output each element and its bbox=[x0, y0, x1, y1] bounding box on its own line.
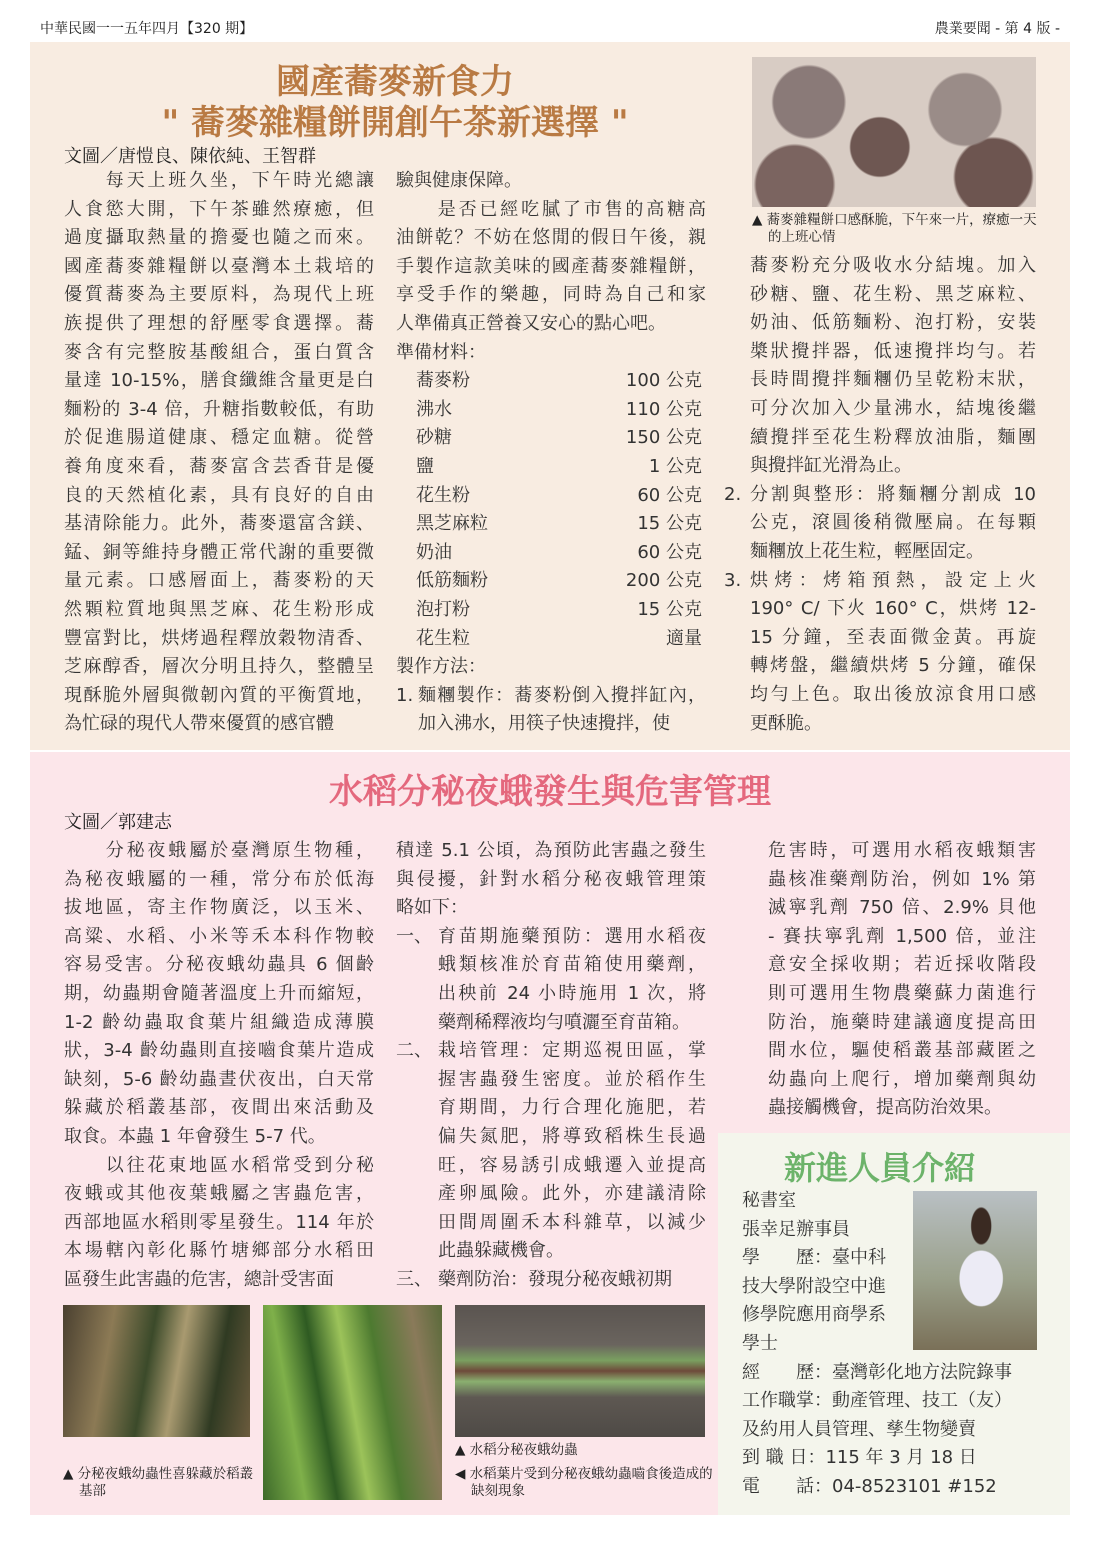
paragraph bbox=[750, 252, 1036, 481]
text-line: 栽培管理：定期巡視田區，掌 bbox=[438, 1040, 706, 1062]
paragraph-body bbox=[396, 653, 706, 682]
paragraph-body bbox=[64, 837, 374, 1152]
article2-title: 水稻分秘夜蛾發生與危害管理 bbox=[329, 772, 771, 812]
ingredient-row bbox=[396, 453, 706, 482]
text-line: 意安全採收期；若近採收階段 bbox=[768, 954, 1036, 976]
article1-byline: 文圖／唐愷良、陳依純、王智群 bbox=[64, 146, 316, 167]
ingredient-name: 砂糖 bbox=[416, 427, 452, 449]
text-line: 為忙碌的現代人帶來優質的感官體 bbox=[64, 713, 334, 735]
paragraph-body bbox=[396, 339, 706, 368]
paragraph-body bbox=[64, 1152, 374, 1295]
paragraph bbox=[396, 339, 706, 368]
larva-caption: ▲ 水稻分秘夜蛾幼蟲 bbox=[455, 1442, 578, 1458]
paragraph bbox=[724, 567, 1036, 739]
text-line: 人食慾大開，下午茶雖然療癒，但 bbox=[64, 198, 374, 220]
ingredient-row bbox=[396, 596, 706, 625]
ingredient-name: 黑芝麻粒 bbox=[416, 513, 488, 535]
text-line: 族提供了理想的舒壓零食選擇。蕎 bbox=[64, 312, 374, 334]
staff-education-3: 修學院應用商學系 bbox=[742, 1304, 886, 1326]
issue-date: 中華民國一一五年四月【320 期】 bbox=[40, 21, 254, 37]
staff-education-4: 學士 bbox=[742, 1332, 778, 1354]
text-line: 製作方法： bbox=[396, 656, 486, 678]
paragraph bbox=[396, 167, 706, 196]
text-line: 幼蟲向上爬行，增加藥劑與幼 bbox=[768, 1068, 1036, 1090]
page-section: 農業要聞 - 第 4 版 - bbox=[934, 21, 1060, 37]
text-line: 蛾類核准於育苗箱使用藥劑， bbox=[438, 954, 706, 976]
text-line: 烘烤：烤箱預熱，設定上火 bbox=[750, 569, 1036, 591]
article2-column-1 bbox=[64, 837, 374, 1295]
text-line: 享受手作的樂趣，同時為自己和家 bbox=[396, 284, 706, 306]
text-line: 油餅乾？不妨在悠閒的假日午後，親 bbox=[396, 227, 706, 249]
staff-unit: 秘書室 bbox=[742, 1190, 796, 1211]
article1-column-1 bbox=[64, 167, 374, 739]
text-line: 人準備真正營養又安心的點心吧。 bbox=[396, 312, 666, 334]
ingredient-name: 花生粒 bbox=[416, 627, 470, 649]
text-line: 轉烤盤，繼續烘烤 5 分鐘，確保 bbox=[750, 655, 1036, 677]
staff-info bbox=[742, 1187, 1012, 1502]
text-line: 均勻上色。取出後放涼食用口感 bbox=[750, 683, 1036, 705]
text-line: 過度攝取熱量的擔憂也隨之而來。 bbox=[64, 227, 374, 249]
article1-column-2 bbox=[396, 167, 706, 739]
ingredient-amount: 110 公克 bbox=[625, 398, 702, 420]
ingredient-amount: 15 公克 bbox=[637, 513, 702, 535]
text-line: 田間周圍禾本科雜草，以減少 bbox=[438, 1211, 706, 1233]
text-line: 出秧前 24 小時施用 1 次，將 bbox=[438, 982, 706, 1004]
text-line: 以往花東地區水稻常受到分秘 bbox=[64, 1154, 374, 1176]
staff-education-2: 技大學附設空中進 bbox=[742, 1275, 886, 1297]
paragraph bbox=[64, 837, 374, 1152]
text-line: 砂糖、鹽、花生粉、黑芝麻粒、 bbox=[750, 283, 1036, 305]
text-line: 握害蟲發生密度。並於稻作生 bbox=[438, 1068, 706, 1090]
paragraph bbox=[768, 837, 1036, 1123]
paragraph bbox=[396, 196, 706, 339]
buckwheat-cookies-photo bbox=[752, 57, 1036, 207]
cookies-caption: ▲ 蕎麥雜糧餅口感酥脆，下午來一片，療癒一天的上班心情 bbox=[752, 212, 1037, 245]
list-label: 一、 bbox=[396, 925, 432, 947]
text-line: 錳、銅等維持身體正常代謝的重要微 bbox=[64, 541, 374, 563]
text-line: 麵糰放上花生粒，輕壓固定。 bbox=[750, 540, 984, 562]
text-line: 滅寧乳劑 750 倍、2.9% 貝他 bbox=[768, 897, 1036, 919]
text-line: 麥含有完整胺基酸組合，蛋白質含 bbox=[64, 341, 374, 363]
moth-larva-photo bbox=[455, 1305, 705, 1437]
article2-byline: 文圖／郭建志 bbox=[64, 812, 172, 833]
ingredient-amount: 100 公克 bbox=[625, 370, 702, 392]
paragraph-body bbox=[418, 682, 706, 739]
text-line: 量元素。口感層面上，蕎麥粉的天 bbox=[64, 570, 374, 592]
text-line: 是否已經吃膩了市售的高糖高 bbox=[396, 198, 706, 220]
text-line: 現酥脆外層與微韌內質的平衡質地， bbox=[64, 684, 374, 706]
paragraph-body bbox=[750, 567, 1036, 739]
staff-experience: 經 歷：臺灣彰化地方法院錄事 bbox=[742, 1361, 1012, 1383]
larva-hiding-photo bbox=[63, 1305, 250, 1437]
text-line: 夜蛾或其他夜葉蛾屬之害蟲危害， bbox=[64, 1183, 374, 1205]
staff-duties-1: 工作職掌：動產管理、技工（友） bbox=[742, 1390, 1012, 1412]
text-line: 略如下： bbox=[396, 897, 468, 919]
text-line: 危害時，可選用水稻夜蛾類害 bbox=[768, 840, 1036, 861]
text-line: 加入沸水，用筷子快速攪拌，使 bbox=[418, 713, 670, 735]
paragraph bbox=[396, 682, 706, 739]
text-line: 國產蕎麥雜糧餅以臺灣本土栽培的 bbox=[64, 255, 374, 277]
text-line: 更酥脆。 bbox=[750, 712, 822, 734]
text-line: 旺，容易誘引成蛾遷入並提高 bbox=[438, 1154, 706, 1176]
text-line: 分割與整形：將麵糰分割成 10 bbox=[750, 483, 1036, 505]
list-label: 3. bbox=[724, 569, 742, 591]
paragraph-body bbox=[396, 837, 706, 923]
paragraph bbox=[396, 1037, 706, 1266]
ingredient-row bbox=[396, 482, 706, 511]
text-line: 西部地區水稻則零星發生。114 年於 bbox=[64, 1211, 374, 1233]
ingredient-name: 低筋麵粉 bbox=[416, 570, 488, 592]
ingredient-row bbox=[396, 567, 706, 596]
text-line: 續攪拌至花生粉釋放油脂，麵團 bbox=[750, 426, 1036, 448]
staff-name: 張幸足辦事員 bbox=[742, 1218, 850, 1240]
text-line: 取食。本蟲 1 年會發生 5-7 代。 bbox=[64, 1125, 326, 1147]
staff-duties-2: 及約用人員管理、孳生物變賣 bbox=[742, 1418, 976, 1440]
text-line: 優質蕎麥為主要原料，為現代上班 bbox=[64, 284, 374, 306]
list-label: 1. bbox=[396, 684, 414, 706]
ingredient-name: 沸水 bbox=[416, 398, 452, 420]
text-line: 則可選用生物農藥蘇力菌進行 bbox=[768, 982, 1036, 1004]
text-line: 1-2 齡幼蟲取食葉片組織造成薄膜 bbox=[64, 1011, 374, 1033]
text-line: 於促進腸道健康、穩定血糖。從營 bbox=[64, 427, 374, 449]
text-line: 藥劑防治：發現分秘夜蛾初期 bbox=[438, 1268, 672, 1290]
paragraph bbox=[396, 923, 706, 1037]
list-label: 二、 bbox=[396, 1040, 432, 1062]
text-line: 偏失氮肥，將導致稻株生長過 bbox=[438, 1125, 706, 1147]
ingredient-amount: 60 公克 bbox=[637, 541, 702, 563]
paragraph-body bbox=[438, 1037, 706, 1266]
text-line: 缺刻，5-6 齡幼蟲晝伏夜出，白天常 bbox=[64, 1068, 374, 1090]
text-line: 15 分鐘，至表面微金黃。再旋 bbox=[750, 626, 1036, 648]
paragraph bbox=[724, 481, 1036, 567]
text-line: 分秘夜蛾屬於臺灣原生物種， bbox=[64, 840, 374, 861]
text-line: 槳狀攪拌器，低速攪拌均勻。若 bbox=[750, 340, 1036, 362]
text-line: 麵糰製作：蕎麥粉倒入攪拌缸內， bbox=[418, 684, 706, 706]
text-line: 每天上班久坐，下午時光總讓 bbox=[64, 170, 374, 191]
paragraph-body bbox=[396, 196, 706, 339]
text-line: 此蟲躲藏機會。 bbox=[438, 1240, 564, 1262]
text-line: 量達 10-15%，膳食纖維含量更是白 bbox=[64, 370, 374, 392]
ingredient-amount: 150 公克 bbox=[625, 427, 702, 449]
text-line: 蕎麥粉充分吸收水分結塊。加入 bbox=[750, 255, 1036, 276]
paragraph bbox=[396, 653, 706, 682]
ingredient-row bbox=[396, 424, 706, 453]
text-line: 公克，滾圓後稍微壓扁。在每顆 bbox=[750, 512, 1036, 534]
text-line: 期，幼蟲期會隨著溫度上升而縮短， bbox=[64, 982, 374, 1004]
ingredients-list bbox=[396, 367, 706, 653]
paragraph bbox=[64, 167, 374, 739]
text-line: 手製作這款美味的國產蕎麥雜糧餅， bbox=[396, 255, 706, 277]
text-line: 與侵擾，針對水稻分秘夜蛾管理策 bbox=[396, 868, 706, 890]
article2-column-3 bbox=[768, 837, 1036, 1123]
ingredient-row bbox=[396, 539, 706, 568]
ingredient-amount: 1 公克 bbox=[648, 455, 702, 477]
ingredient-name: 鹽 bbox=[416, 455, 434, 477]
text-line: 間水位，驅使稻叢基部藏匿之 bbox=[768, 1040, 1036, 1062]
text-line: 長時間攪拌麵糰仍呈乾粉末狀， bbox=[750, 369, 1036, 391]
ingredient-amount: 適量 bbox=[666, 627, 702, 649]
paragraph-body bbox=[396, 167, 706, 196]
article1-title: 國產蕎麥新食力 bbox=[276, 62, 514, 102]
text-line: 容易受害。分秘夜蛾幼蟲具 6 個齡 bbox=[64, 954, 374, 976]
list-label: 2. bbox=[724, 483, 742, 505]
text-line: 防治，施藥時建議適度提高田 bbox=[768, 1011, 1036, 1033]
ingredient-row bbox=[396, 367, 706, 396]
paragraph-body bbox=[438, 1266, 706, 1295]
text-line: 可分次加入少量沸水，結塊後繼 bbox=[750, 397, 1036, 419]
ingredient-amount: 60 公克 bbox=[637, 484, 702, 506]
text-line: 良的天然植化素，具有良好的自由 bbox=[64, 484, 374, 506]
text-line: 為秘夜蛾屬的一種，常分布於低海 bbox=[64, 868, 374, 890]
damaged-rice-leaf-photo bbox=[263, 1305, 442, 1500]
larva-hiding-caption: ▲ 分秘夜蛾幼蟲性喜躲藏於稻叢基部 bbox=[63, 1466, 254, 1499]
ingredient-row bbox=[396, 510, 706, 539]
paragraph-body bbox=[64, 167, 374, 739]
paragraph-body bbox=[750, 252, 1036, 481]
text-line: 高粱、水稻、小米等禾本科作物較 bbox=[64, 925, 374, 947]
staff-start-date: 到 職 日：115 年 3 月 18 日 bbox=[742, 1447, 977, 1469]
text-line: 芝麻醇香，層次分明且持久，整體呈 bbox=[64, 656, 374, 678]
paragraph bbox=[396, 837, 706, 923]
article2-column-2 bbox=[396, 837, 706, 1295]
paragraph bbox=[64, 1152, 374, 1295]
text-line: 育苗期施藥預防：選用水稻夜 bbox=[438, 925, 706, 947]
ingredient-name: 花生粉 bbox=[416, 484, 470, 506]
paragraph-body bbox=[438, 923, 706, 1037]
text-line: 拔地區，寄主作物廣泛，以玉米、 bbox=[64, 897, 374, 919]
text-line: 狀，3-4 齡幼蟲則直接嚙食葉片造成 bbox=[64, 1040, 374, 1062]
text-line: 基清除能力。此外，蕎麥還富含鎂、 bbox=[64, 513, 374, 535]
text-line: 奶油、低筋麵粉、泡打粉，安裝 bbox=[750, 312, 1036, 334]
paragraph-body bbox=[750, 481, 1036, 567]
text-line: 蟲核准藥劑防治，例如 1% 第 bbox=[768, 868, 1036, 890]
ingredient-amount: 15 公克 bbox=[637, 598, 702, 620]
text-line: 麵粉的 3-4 倍，升糖指數較低，有助 bbox=[64, 398, 374, 420]
text-line: 躲藏於稻叢基部，夜間出來活動及 bbox=[64, 1097, 374, 1119]
article1-subtitle: " 蕎麥雜糧餅開創午茶新選擇 " bbox=[161, 103, 629, 143]
text-line: 驗與健康保障。 bbox=[396, 170, 522, 191]
text-line: 豐富對比，烘烤過程釋放穀物清香、 bbox=[64, 627, 374, 649]
text-line: 190° C/ 下火 160° C，烘烤 12- bbox=[750, 598, 1036, 620]
text-line: 產卵風險。此外，亦建議清除 bbox=[438, 1183, 706, 1205]
text-line: - 賽扶寧乳劑 1,500 倍，並注 bbox=[768, 925, 1036, 947]
staff-phone: 電 話：04-8523101 #152 bbox=[742, 1475, 997, 1497]
ingredient-row bbox=[396, 396, 706, 425]
text-line: 準備材料： bbox=[396, 341, 486, 363]
ingredient-amount: 200 公克 bbox=[625, 570, 702, 592]
ingredient-name: 奶油 bbox=[416, 541, 452, 563]
text-line: 蟲接觸機會，提高防治效果。 bbox=[768, 1097, 1002, 1119]
text-line: 區發生此害蟲的危害，總計受害面 bbox=[64, 1268, 334, 1290]
ingredient-name: 蕎麥粉 bbox=[416, 370, 470, 392]
staff-education-1: 學 歷：臺中科 bbox=[742, 1247, 886, 1269]
text-line: 與攪拌缸光滑為止。 bbox=[750, 455, 912, 477]
text-line: 藥劑稀釋液均勻噴灑至育苗箱。 bbox=[438, 1011, 690, 1033]
text-line: 育期間，力行合理化施肥，若 bbox=[438, 1097, 706, 1119]
text-line: 本場轄內彰化縣竹塘鄉部分水稻田 bbox=[64, 1240, 374, 1262]
text-line: 然顆粒質地與黑芝麻、花生粉形成 bbox=[64, 598, 374, 620]
leaf-damage-caption: ◀ 水稻葉片受到分秘夜蛾幼蟲嚙食後造成的缺刻現象 bbox=[455, 1466, 713, 1499]
article1-column-3 bbox=[724, 252, 1036, 738]
text-line: 養角度來看，蕎麥富含芸香苷是優 bbox=[64, 455, 374, 477]
new-staff-title: 新進人員介紹 bbox=[783, 1149, 976, 1187]
paragraph bbox=[396, 1266, 706, 1295]
list-label: 三、 bbox=[396, 1268, 432, 1290]
ingredient-row bbox=[396, 625, 706, 654]
text-line: 積達 5.1 公頃，為預防此害蟲之發生 bbox=[396, 840, 706, 861]
paragraph-body bbox=[768, 837, 1036, 1123]
ingredient-name: 泡打粉 bbox=[416, 598, 470, 620]
